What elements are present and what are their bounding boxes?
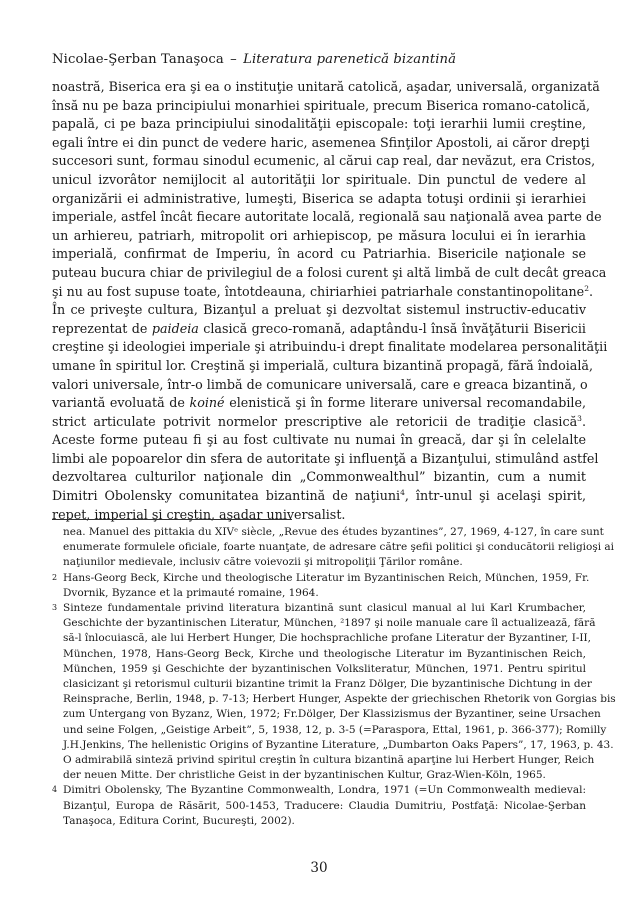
italic-term: paideia xyxy=(151,320,199,336)
body-line: unicul izvorâtor nemijlocit al autorităţii lor spirituale. Din punctul de vedere al xyxy=(52,171,586,187)
running-head-author: Nicolae-Şerban Tanaşoca xyxy=(52,52,224,67)
body-line: creştine şi ideologiei imperiale şi atribuindu-i drept finalitate modelarea personalităţii xyxy=(52,339,608,355)
footnote-ref-2[interactable]: 2 xyxy=(584,283,589,293)
footnote-line: Bizanţul, Europa de Răsărit, 500-1453, Traducere: Claudia Dumitriu, Postfaţă: Nicolae-Şerban xyxy=(63,799,586,812)
footnote-line: Geschichte der byzantinischen Literatur, München, ²1897 şi noile manuale care îl actualizează, fără xyxy=(63,617,596,630)
body-line-with-note: şi nu au fost supuse toate, întotdeauna, chiriarhiei patriarhale constantinopolitane$^2$. xyxy=(52,283,594,299)
footnote-rule xyxy=(52,519,292,520)
running-head-title: Literatura parenetică bizantină xyxy=(243,52,457,67)
footnote-line: Dimitri Obolensky, The Byzantine Commonwealth, Londra, 1971 (=Un Commonwealth medieval: xyxy=(63,784,586,797)
footnote-line: enumerate formulele oficiale, foarte nuanţate, de adresare către şefii politici şi conducătorii religioşi ai xyxy=(63,541,615,554)
footnotes xyxy=(52,525,616,829)
footnote-number: 2 xyxy=(52,572,58,582)
footnote-line: Hans-Georg Beck, Kirche und theologische Literatur im Byzantinischen Reich, München, 1959, Fr. xyxy=(63,571,590,584)
body-line: puteau bucura chiar de privilegiul de a folosi curent şi altă limbă de cult decât greaca xyxy=(52,264,607,280)
footnote-number: 3 xyxy=(52,603,58,613)
footnote-line: J.H.Jenkins, The hellenistic Origins of Byzantine Literature, „Dumbarton Oaks Papers”, 17, 1963, p. 43. xyxy=(63,738,614,751)
footnote-line: clasicizant şi retorismul culturii bizantine trimit la Franz Dölger, Die byzantinische Dichtung in der xyxy=(63,678,592,691)
running-head xyxy=(52,52,456,67)
body-line-with-note xyxy=(52,487,586,506)
footnote-line: Sinteze fundamentale privind literatura bizantină sunt clasicul manual al lui Karl Krumbacher, xyxy=(63,602,586,615)
footnote-line: und seine Folgen, „Geistige Arbeit”, 5, 1938, 12, p. 3-5 (=Paraspora, Ettal, 1961, p. 366-377); Romilly xyxy=(63,723,607,736)
body-line: dezvoltarea culturilor naţionale din „Commonwealthul” bizantin, cum a numit xyxy=(52,469,586,485)
body-line-with-note: strict articulate potrivit normelor prescriptive ale retoricii de tradiţie clasică$^3$. xyxy=(52,413,586,429)
footnote-3 xyxy=(52,601,616,783)
footnote-line: der neuen Mitte. Der christliche Geist in der byzantinischen Kultur, Graz-Wien-Köln, 1965. xyxy=(63,769,546,782)
body-line: imperială, confirmat de Imperiu, în acord cu Patriarhia. Bisericile naţionale se xyxy=(52,246,586,262)
footnote-line: München, 1978, Hans-Georg Beck, Kirche und theologische Literatur im Byzantinischen Reich, xyxy=(63,647,586,660)
body-line: succesori sunt, formau sinodul ecumenic, al cărui cap real, dar nevăzut, era Cristos, xyxy=(52,153,596,169)
body-line: însă nu pe baza principiului monarhiei spirituale, precum Biserica romano-catolică, xyxy=(52,97,591,113)
body-line: limbi ale popoarelor din sfera de autoritate şi influenţă a Bizanţului, stimulând astfel xyxy=(52,450,599,466)
body-line: repet, imperial şi creştin, aşadar universalist. xyxy=(52,506,346,522)
running-head-separator: – xyxy=(230,52,237,67)
footnote-number: 4 xyxy=(52,785,58,795)
footnote-line: Tanaşoca, Editura Corint, Bucureşti, 2002). xyxy=(63,814,295,827)
body-line: valori universale, într-o limbă de comunicare universală, care e greaca bizantină, o xyxy=(52,376,588,392)
footnote-line: naţiunilor medievale, inclusiv către voievozii şi mitropoliţii Ţărilor române. xyxy=(63,556,463,569)
body-line-text: strict articulate potrivit normelor prescriptive ale retoricii de tradiţie clasică xyxy=(52,413,578,429)
body-text xyxy=(52,78,608,524)
footnote-2 xyxy=(52,571,590,601)
body-line: Aceste forme puteau fi şi au fost cultivate nu numai în greacă, dar şi în celelalte xyxy=(52,432,586,448)
footnote-line: să-l înlocuiască, ale lui Herbert Hunger, Die hochsprachliche profane Literatur der Byzantiner, I-II, xyxy=(63,632,592,645)
body-line: imperiale, astfel încât fiecare autoritate locală, regională sau naţională avea parte de xyxy=(52,209,602,225)
body-line: În ce priveşte cultura, Bizanţul a preluat şi dezvoltat sistemul instructiv-educativ xyxy=(52,302,586,318)
footnote-line: Dvornik, Byzance et la primauté romaine, 1964. xyxy=(63,586,319,599)
footnote-continuation xyxy=(52,525,615,571)
footnote-ref-4[interactable]: 4 xyxy=(400,487,405,497)
body-line: egali între ei din punct de vedere haric, asemenea Sfinţilor Apostoli, ai căror drepţi xyxy=(52,134,590,150)
footnote-line: zum Untergang von Byzanz, Wien, 1972; Fr.Dölger, Der Klassizismus der Byzantiner, seine Ursachen xyxy=(63,708,601,721)
body-line: umane în spiritul lor. Creştină şi imperială, cultura bizantină propagă, fără îndoială, xyxy=(52,357,594,373)
body-line: organizării ei administrative, lumeşti, Biserica se adapta totuşi ordinii şi ierarhiei xyxy=(52,190,586,206)
footnote-4 xyxy=(52,783,586,829)
body-line-tail: , într-unul şi acelaşi spirit, xyxy=(404,488,586,504)
body-line-text: Dimitri Obolensky comunitatea bizantină de naţiuni xyxy=(52,488,401,504)
page-number: 30 xyxy=(310,860,328,876)
body-line-text: şi nu au fost supuse toate, întotdeauna, chiriarhiei patriarhale constantinopolitane xyxy=(52,283,585,299)
footnote-ref-3[interactable]: 3 xyxy=(577,413,582,423)
footnote-line: Reinsprache, Berlin, 1948, p. 7-13; Herbert Hunger, Aspekte der griechischen Rhetorik von Gorgias bis xyxy=(63,693,616,706)
italic-term: koiné xyxy=(189,395,225,411)
body-line: un arhiereu, patriarh, mitropolit ori arhiepiscop, pe măsura locului ei în ierarhia xyxy=(52,227,586,243)
body-line: papală, ci pe baza principiului sinodalităţii episcopale: toţi ierarhii lumii creştine, xyxy=(52,116,586,132)
footnote-line: nea. Manuel des pittakia du XIVᵉ siècle, „Revue des études byzantines”, 27, 1969, 4-127, în care sunt xyxy=(63,526,604,538)
body-line-with-italic: variantă evoluată de koiné elenistică şi în forme literare universal recomandabile, xyxy=(52,395,586,411)
footnote-line: O admirabilă sinteză privind spiritul creştin în cultura bizantină aparţine lui Herbert Hunger, Reich xyxy=(63,754,595,767)
footnote-line: München, 1959 şi Geschichte der byzantinischen Volksliteratur, München, 1971. Pentru spiritul xyxy=(63,662,586,675)
body-line-with-italic: reprezentat de paideia clasică greco-romană, adaptându-l însă învăţăturii Bisericii xyxy=(52,320,586,336)
body-line: noastră, Biserica era şi ea o instituţie unitară catolică, aşadar, universală, organizată xyxy=(52,79,600,94)
